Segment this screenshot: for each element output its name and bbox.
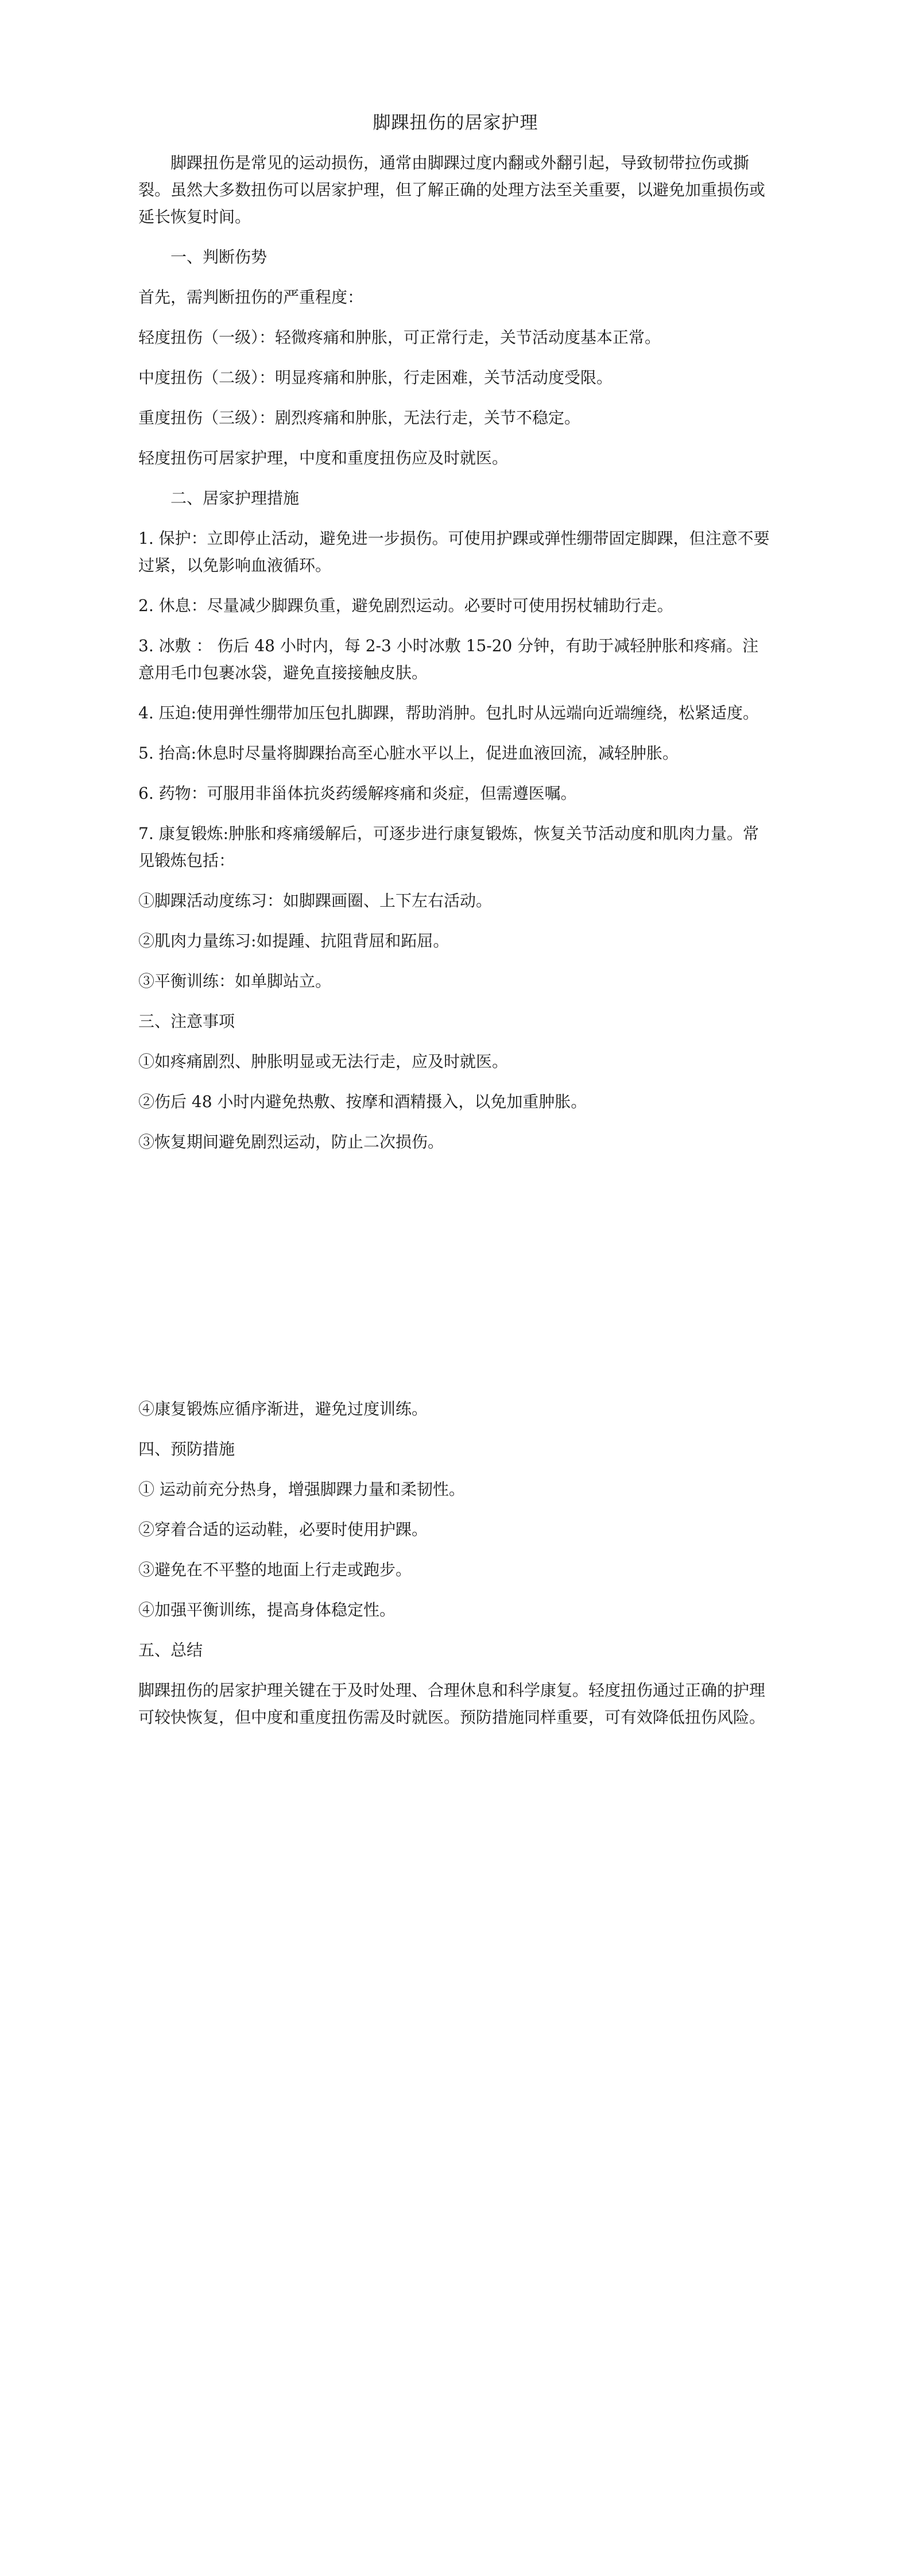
section-heading-cautions: 三、注意事项 (138, 1012, 235, 1031)
severity-item-severe: 重度扭伤（三级）：剧烈疼痛和肿胀，无法行走，关节不稳定。 (138, 408, 581, 427)
care-item-medication: 6. 药物：可服用非甾体抗炎药缓解疼痛和炎症，但需遵医嘱。 (138, 784, 577, 803)
assess-note: 轻度扭伤可居家护理，中度和重度扭伤应及时就医。 (138, 448, 509, 467)
exercise-item-strength: ②肌肉力量练习:如提踵、抗阻背屈和跖屈。 (138, 931, 449, 950)
care-item-compress: 4. 压迫:使用弹性绷带加压包扎脚踝，帮助消肿。包扎时从远端向近端缠绕，松紧适度。 (138, 703, 759, 722)
prevention-item-1: ① 运动前充分热身，增强脚踝力量和柔韧性。 (138, 1480, 465, 1499)
document-body-top (138, 149, 772, 1155)
care-item-rest: 2. 休息：尽量减少脚踝负重，避免剧烈运动。必要时可使用拐杖辅助行走。 (138, 596, 673, 615)
prevention-item-3: ③避免在不平整的地面上行走或跑步。 (138, 1560, 412, 1579)
caution-item-3: ③恢复期间避免剧烈运动，防止二次损伤。 (138, 1132, 444, 1151)
severity-item-mild: 轻度扭伤（一级）：轻微疼痛和肿胀，可正常行走，关节活动度基本正常。 (138, 328, 661, 347)
section-heading-summary: 五、总结 (138, 1641, 203, 1660)
care-item-protect: 1. 保护：立即停止活动，避免进一步损伤。可使用护踝或弹性绷带固定脚踝，但注意不要过紧，以免影响血液循环。 (138, 529, 770, 575)
section-heading-assess: 一、判断伤势 (170, 247, 268, 266)
summary-paragraph: 脚踝扭伤的居家护理关键在于及时处理、合理休息和科学康复。轻度扭伤通过正确的护理可较快恢复，但中度和重度扭伤需及时就医。预防措施同样重要，可有效降低扭伤风险。 (138, 1681, 766, 1727)
document-title: 脚踝扭伤的居家护理 (373, 113, 538, 133)
prevention-item-4: ④加强平衡训练，提高身体稳定性。 (138, 1600, 396, 1619)
care-item-elevate: 5. 抬高:休息时尽量将脚踝抬高至心脏水平以上，促进血液回流，减轻肿胀。 (138, 744, 679, 763)
care-item-ice: 3. 冰敷 ： 伤后 48 小时内，每 2-3 小时冰敷 15-20 分钟，有助于减轻肿胀和疼痛。注意用毛巾包裹冰袋，避免直接接触皮肤。 (138, 636, 759, 682)
caution-item-4: ④康复锻炼应循序渐进，避免过度训练。 (138, 1399, 428, 1418)
caution-item-1: ①如疼痛剧烈、肿胀明显或无法行走，应及时就医。 (138, 1052, 509, 1071)
section-heading-home-care: 二、居家护理措施 (170, 489, 300, 508)
caution-item-2: ②伤后 48 小时内避免热敷、按摩和酒精摄入，以免加重肿胀。 (138, 1092, 587, 1111)
exercise-item-balance: ③平衡训练：如单脚站立。 (138, 972, 332, 991)
document-body-bottom (138, 1395, 772, 1731)
severity-item-moderate: 中度扭伤（二级）：明显疼痛和肿胀，行走困难，关节活动度受限。 (138, 368, 613, 387)
exercise-item-mobility: ①脚踝活动度练习：如脚踝画圈、上下左右活动。 (138, 891, 493, 910)
care-item-rehab: 7. 康复锻炼:肿胀和疼痛缓解后，可逐步进行康复锻炼，恢复关节活动度和肌肉力量。常见锻炼包括： (138, 824, 759, 870)
section-heading-prevention: 四、预防措施 (138, 1440, 235, 1459)
assess-lead: 首先，需判断扭伤的严重程度： (138, 288, 364, 307)
intro-paragraph: 脚踝扭伤是常见的运动损伤，通常由脚踝过度内翻或外翻引起，导致韧带拉伤或撕裂。虽然大多数扭伤可以居家护理，但了解正确的处理方法至关重要，以避免加重损伤或延长恢复时间。 (138, 153, 766, 226)
prevention-item-2: ②穿着合适的运动鞋，必要时使用护踝。 (138, 1520, 428, 1539)
